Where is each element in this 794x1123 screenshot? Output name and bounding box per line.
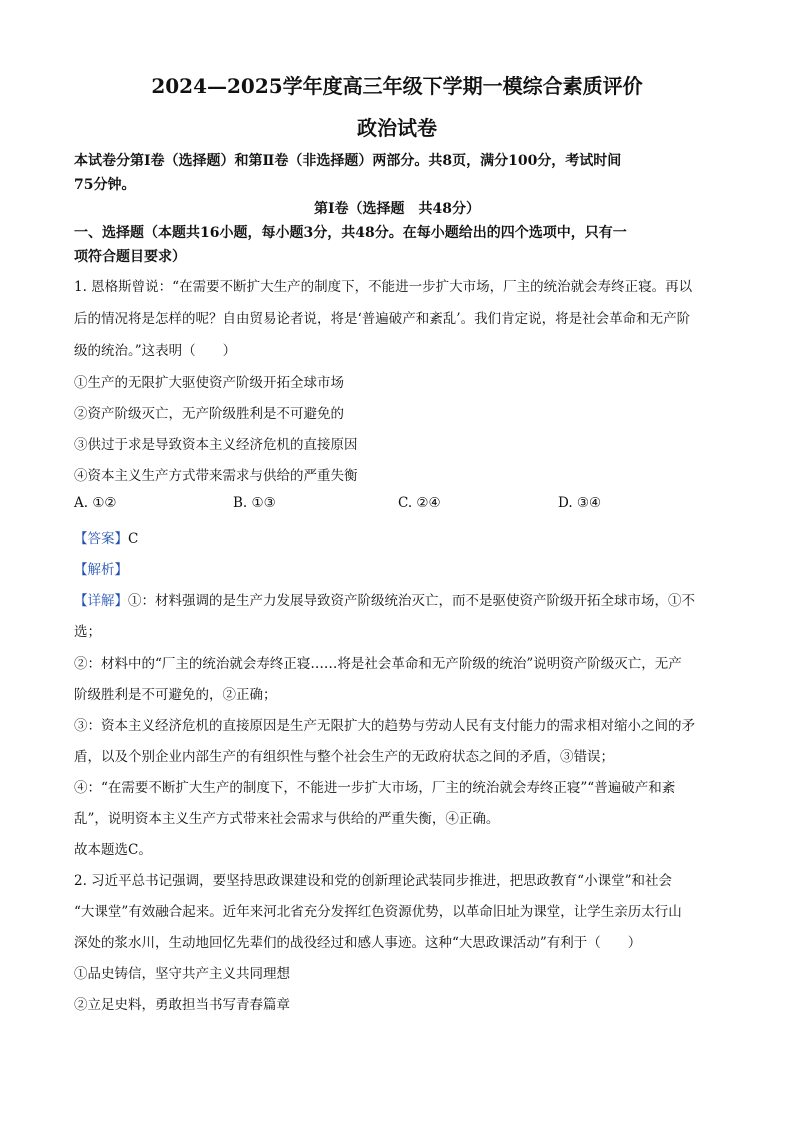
q1-detail-8: 乱”，说明资本主义生产方式带来社会需求与供给的严重失衡，④正确。 (74, 811, 500, 827)
q2-item-2: ②立足史料，勇敢担当书写青春篇章 (74, 997, 290, 1013)
intro-line-1: 本试卷分第Ⅰ卷（选择题）和第Ⅱ卷（非选择题）两部分。共8页，满分100分，考试时间 (74, 153, 622, 169)
q1-detail-3: ②：材料中的“厂主的统治就会寿终正寝……将是社会革命和无产阶级的统治”说明资产阶级灭亡，无产 (74, 656, 682, 672)
q1-option-a: A. ①② (74, 495, 117, 511)
q1-conclusion: 故本题选C。 (74, 842, 152, 858)
detail-label: 【详解】 (74, 593, 128, 609)
answer-label: 【答案】 (74, 531, 128, 547)
q1-item-3: ③供过于求是导致资本主义经济危机的直接原因 (74, 437, 358, 453)
q1-option-d: D. ③④ (558, 495, 602, 511)
intro-line-2: 75分钟。 (74, 177, 136, 193)
q1-detail-6: 盾，以及个别企业内部生产的有组织性与整个社会生产的无政府状态之间的矛盾，③错误； (74, 749, 614, 765)
q1-option-c: C. ②④ (398, 495, 441, 511)
q1-detail-4: 阶级胜利是不可避免的，②正确； (74, 687, 277, 703)
q1-item-1: ①生产的无限扩大驱使资产阶级开拓全球市场 (74, 375, 344, 391)
q1-answer (74, 527, 726, 547)
q1-item-2: ②资产阶级灭亡，无产阶级胜利是不可避免的 (74, 406, 344, 422)
q1-detail-2: 选； (74, 624, 101, 640)
exam-title: 2024—2025学年度高三年级下学期一模综合素质评价 (151, 74, 643, 98)
q1-detail-7: ④：“在需要不断扩大生产的制度下，不能进一步扩大市场，厂主的统治就会寿终正寝”“普遍破产和紊 (74, 780, 676, 796)
analysis-label: 【解析】 (74, 562, 128, 578)
q2-stem-2: “大课堂”有效融合起来。近年来河北省充分发挥红色资源优势，以革命旧址为课堂，让学生亲历太行山 (74, 904, 682, 920)
exam-subject: 政治试卷 (357, 116, 437, 140)
q1-stem-2: 后的情况将是怎样的呢？自由贸易论者说，将是‘普遍破产和紊乱’。我们肯定说，将是社会革命和无产阶 (74, 311, 691, 327)
q2-stem-3: 深处的浆水川，生动地回忆先辈们的战役经过和感人事迹。这种“大思政课活动”有利于（ ） (74, 935, 642, 951)
q2-stem-1: 2. 习近平总书记强调，要坚持思政课建设和党的创新理论武装同步推进，把思政教育“小课堂”和社会 (74, 873, 672, 889)
q2-item-1: ①品史铸信，坚守共产主义共同理想 (74, 966, 290, 982)
section-heading: 第Ⅰ卷（选择题 共48分） (313, 201, 481, 217)
q1-stem-1: 1. 恩格斯曾说：“在需要不断扩大生产的制度下，不能进一步扩大市场，厂主的统治就会寿终正寝。再以 (74, 279, 693, 295)
q1-detail-1 (74, 589, 726, 609)
q1-detail-5: ③：资本主义经济危机的直接原因是生产无限扩大的趋势与劳动人民有支付能力的需求相对缩小之间的矛 (74, 718, 695, 734)
answer-value: C (128, 531, 139, 547)
section-instruction-2: 项符合题目要求） (74, 249, 186, 265)
detail-text-1: ①：材料强调的是生产力发展导致资产阶级统治灭亡，而不是驱使资产阶级开拓全球市场，①不 (128, 593, 695, 609)
section-instruction-1: 一、选择题（本题共16小题，每小题3分，共48分。在每小题给出的四个选项中，只有一 (74, 225, 627, 241)
q1-item-4: ④资本主义生产方式带来需求与供给的严重失衡 (74, 468, 358, 484)
q1-stem-3: 级的统治。”这表明（ ） (74, 343, 237, 359)
q1-option-b: B. ①③ (233, 495, 276, 511)
